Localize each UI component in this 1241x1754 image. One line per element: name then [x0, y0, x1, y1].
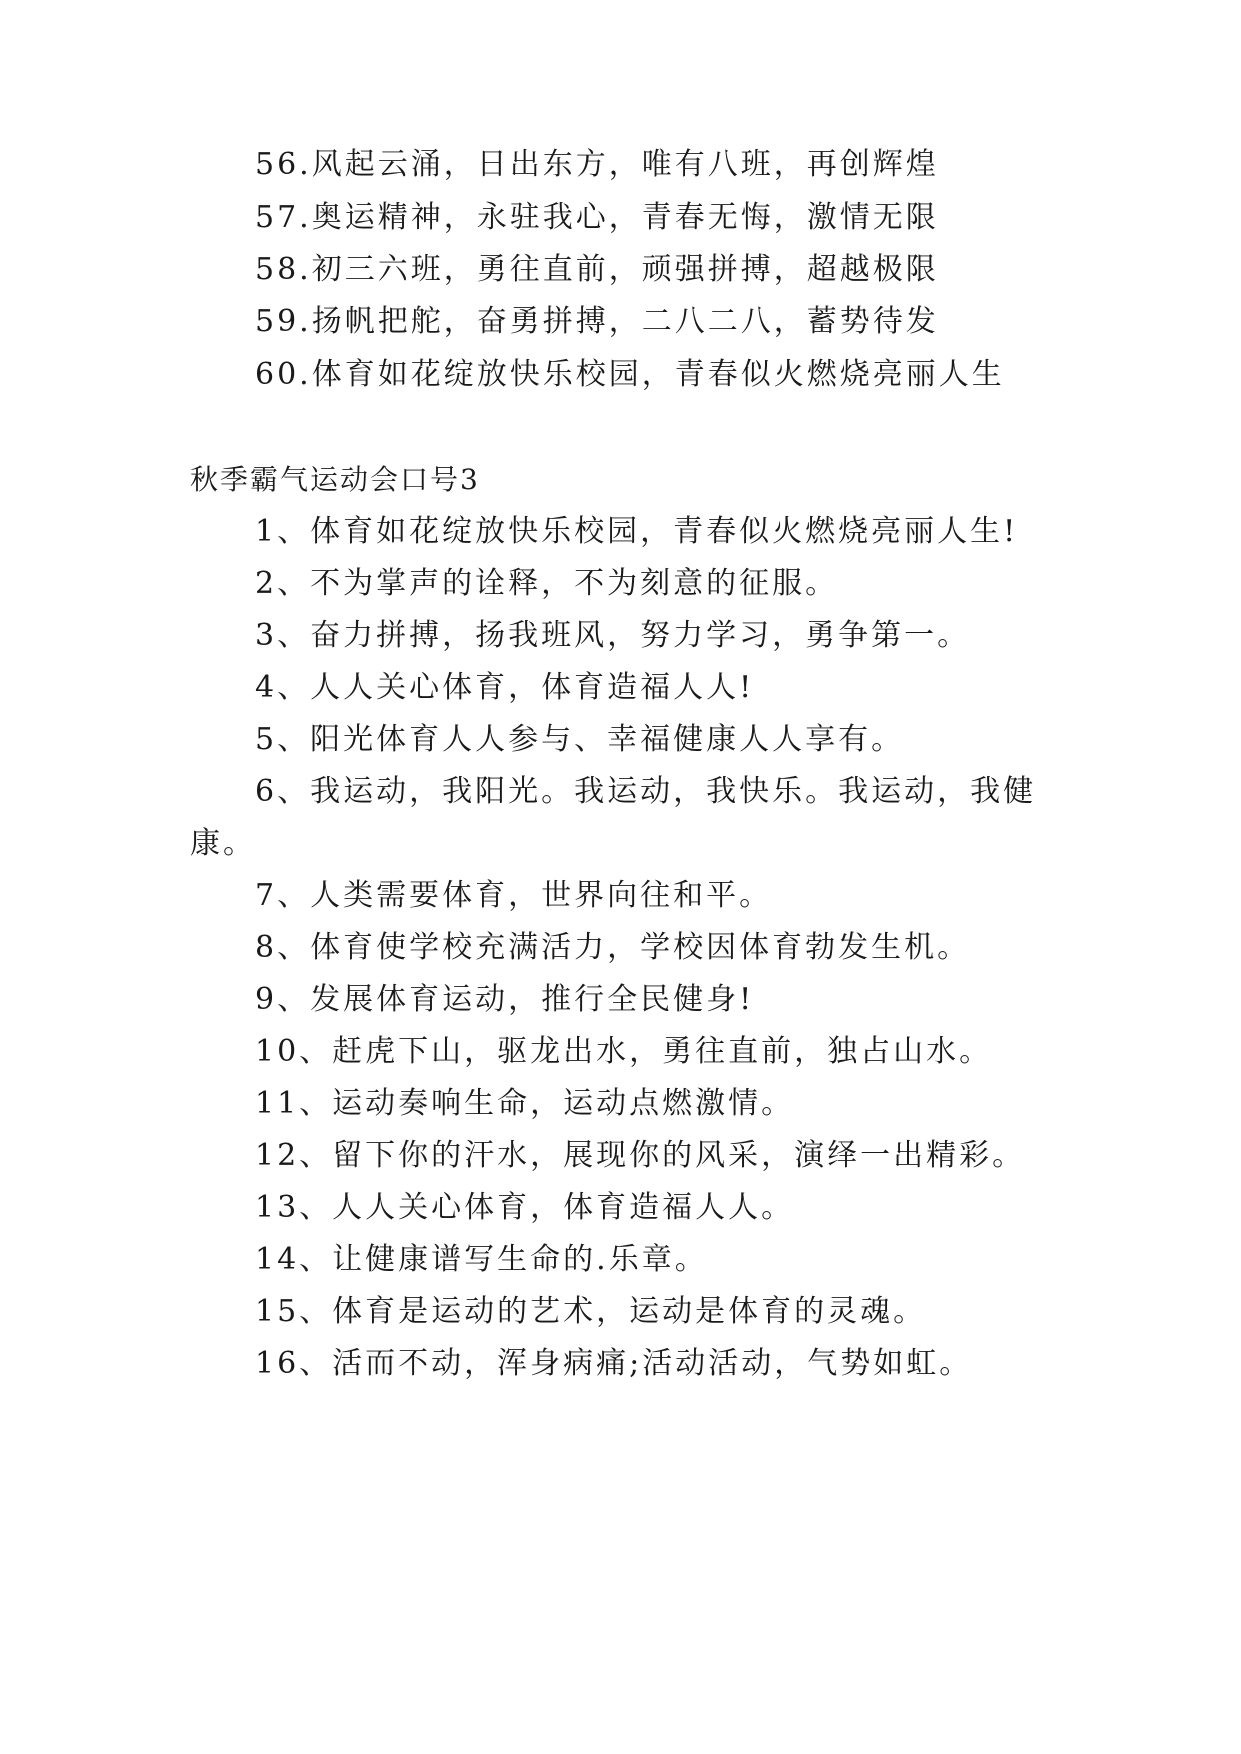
list-item: 60.体育如花绽放快乐校园，青春似火燃烧亮丽人生	[255, 357, 1005, 392]
list-item: 2、不为掌声的诠释，不为刻意的征服。	[255, 566, 839, 601]
list-item: 1、体育如花绽放快乐校园，青春似火燃烧亮丽人生!	[255, 514, 1019, 549]
list-item: 12、留下你的汗水，展现你的风采，演绎一出精彩。	[255, 1138, 1026, 1173]
list-item: 15、体育是运动的艺术，运动是体育的灵魂。	[255, 1294, 927, 1329]
list-item: 9、发展体育运动，推行全民健身!	[255, 982, 755, 1017]
list-item: 16、活而不动，浑身病痛;活动活动，气势如虹。	[255, 1346, 973, 1381]
list-item: 13、人人关心体育，体育造福人人。	[255, 1190, 795, 1225]
list-item: 57.奥运精神，永驻我心，青春无悔，激情无限	[255, 200, 939, 235]
section-title: 秋季霸气运动会口号3	[190, 463, 480, 496]
list-item: 10、赶虎下山，驱龙出水，勇往直前，独占山水。	[255, 1034, 993, 1069]
list-item: 3、奋力拼搏，扬我班风，努力学习，勇争第一。	[255, 618, 971, 653]
list-item: 7、人类需要体育，世界向往和平。	[255, 878, 773, 913]
list-item-continuation: 康。	[190, 826, 256, 861]
list-item: 5、阳光体育人人参与、幸福健康人人享有。	[255, 722, 905, 757]
list-item: 6、我运动，我阳光。我运动，我快乐。我运动，我健	[255, 774, 1037, 809]
list-item: 4、人人关心体育，体育造福人人!	[255, 670, 755, 705]
list-item: 59.扬帆把舵，奋勇拼搏，二八二八，蓄势待发	[255, 304, 939, 339]
list-item: 14、让健康谱写生命的.乐章。	[255, 1242, 708, 1277]
list-item: 11、运动奏响生命，运动点燃激情。	[255, 1086, 795, 1121]
list-item: 58.初三六班，勇往直前，顽强拼搏，超越极限	[255, 252, 939, 287]
list-item: 56.风起云涌，日出东方，唯有八班，再创辉煌	[255, 147, 939, 182]
list-item: 8、体育使学校充满活力，学校因体育勃发生机。	[255, 930, 971, 965]
